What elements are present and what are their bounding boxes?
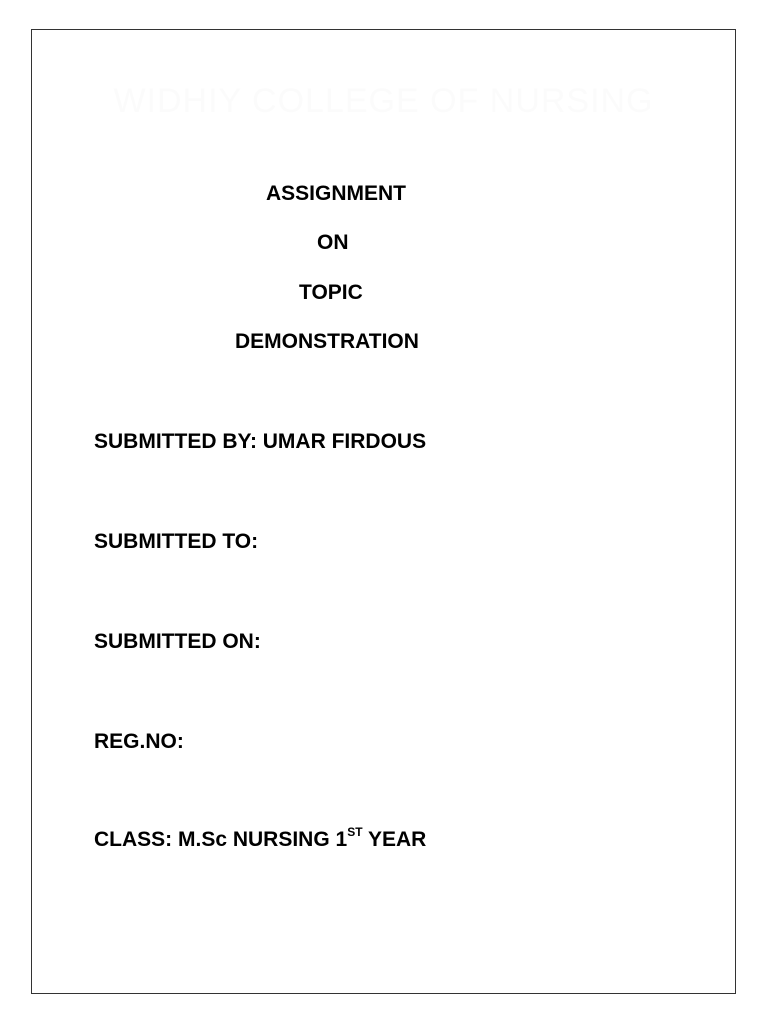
- page-frame: [31, 29, 736, 994]
- class-suffix: YEAR: [362, 828, 427, 851]
- title-on: ON: [317, 231, 349, 254]
- title-demonstration: DEMONSTRATION: [235, 330, 419, 353]
- watermark-college-name: WIDHIY COLLEGE OF NURSING: [113, 82, 654, 120]
- title-assignment: ASSIGNMENT: [266, 182, 407, 205]
- submitted-on: SUBMITTED ON:: [94, 630, 261, 653]
- class-ordinal-suffix: ST: [347, 825, 363, 839]
- class-line: [94, 825, 427, 852]
- title-topic: TOPIC: [299, 281, 363, 304]
- submitted-to: SUBMITTED TO:: [94, 530, 259, 553]
- class-prefix: CLASS: M.Sc NURSING 1: [94, 828, 348, 851]
- reg-no: REG.NO:: [94, 730, 184, 753]
- submitted-by: SUBMITTED BY: UMAR FIRDOUS: [94, 430, 427, 453]
